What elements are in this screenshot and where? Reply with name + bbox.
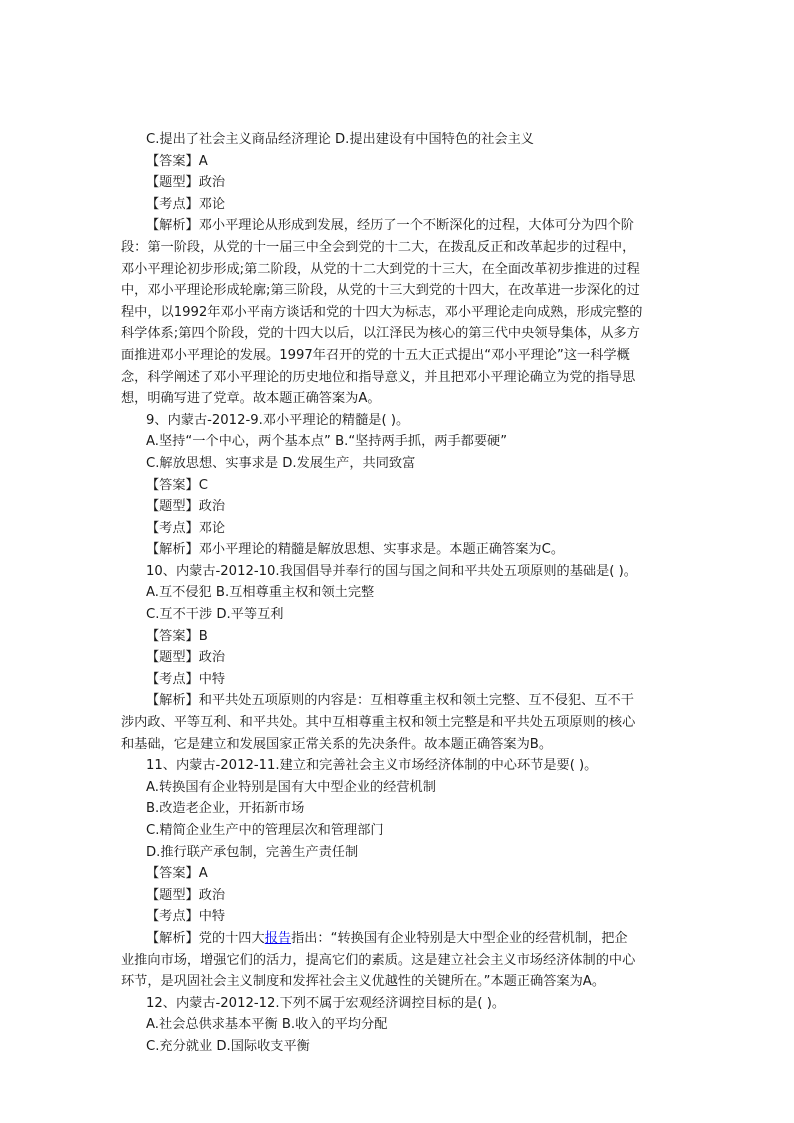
answer-line: 【答案】C	[146, 477, 208, 493]
paragraph-line: 念，科学阐述了邓小平理论的历史地位和指导意义，并且把邓小平理论确立为党的指导思	[121, 369, 636, 385]
paragraph-line: 邓小平理论初步形成;第二阶段，从党的十二大到党的十三大，在全面改革初步推进的过程	[121, 261, 640, 277]
question-11: 11、内蒙古-2012-11.建立和完善社会主义市场经济体制的中心环节是要( )。	[146, 758, 598, 774]
paragraph-line: 涉内政、平等互利、和平共处。其中互相尊重主权和领土完整是和平共处五项原则的核心	[121, 715, 636, 731]
paragraph-line: 段：第一阶段，从党的十一届三中全会到党的十二大，在拨乱反正和改革起步的过程中，	[121, 239, 636, 255]
paragraph-line: 中，邓小平理论形成轮廓;第三阶段，从党的十三大到党的十四大，在改革进一步深化的过	[121, 283, 640, 299]
type-line: 【题型】政治	[146, 175, 226, 191]
option-line: A.转换国有企业特别是国有大中型企业的经营机制	[146, 779, 436, 795]
paragraph-line: 想，明确写进了党章。故本题正确答案为A。	[121, 391, 381, 407]
paragraph-line	[121, 928, 673, 950]
paragraph-line: 【解析】邓小平理论从形成到发展，经历了一个不断深化的过程，大体可分为四个阶	[146, 218, 634, 234]
analysis-text: 指出：“转换国有企业特别是大中型企业的经营机制，把企	[291, 930, 628, 946]
answer-line: 【答案】A	[146, 866, 208, 882]
paragraph-line: 程中，以1992年邓小平南方谈话和党的十四大为标志，邓小平理论走向成熟，形成完整的	[121, 304, 643, 320]
option-line: B.改造老企业，开拓新市场	[146, 801, 305, 817]
option-line: C.解放思想、实事求是 D.发展生产，共同致富	[146, 455, 416, 471]
analysis-line: 【解析】邓小平理论的精髓是解放思想、实事求是。本题正确答案为C。	[146, 542, 565, 558]
type-line: 【题型】政治	[146, 650, 226, 666]
option-line: A.互不侵犯 B.互相尊重主权和领土完整	[146, 585, 375, 601]
answer-line: 【答案】B	[146, 628, 208, 644]
option-line: C.充分就业 D.国际收支平衡	[146, 1038, 310, 1054]
analysis-paragraph	[121, 928, 673, 993]
option-line: A.坚持“一个中心，两个基本点” B.“坚持两手抓，两手都要硬”	[146, 434, 508, 450]
topic-line: 【考点】邓论	[146, 196, 226, 212]
option-line: C.提出了社会主义商品经济理论 D.提出建设有中国特色的社会主义	[146, 132, 534, 147]
topic-line: 【考点】邓论	[146, 520, 226, 536]
topic-line: 【考点】中特	[146, 909, 226, 925]
option-line: A.社会总供求基本平衡 B.收入的平均分配	[146, 1017, 388, 1033]
analysis-text: 【解析】党的十四大	[146, 930, 265, 946]
question-9: 9、内蒙古-2012-9.邓小平理论的精髓是( )。	[146, 412, 410, 428]
question-10: 10、内蒙古-2012-10.我国倡导并奉行的国与国之间和平共处五项原则的基础是( )。	[146, 563, 637, 579]
report-link[interactable]: 报告	[264, 930, 292, 946]
paragraph-line: 和基础，它是建立和发展国家正常关系的先决条件。故本题正确答案为B。	[121, 736, 553, 752]
analysis-paragraph	[121, 215, 673, 409]
paragraph-line: 面推进邓小平理论的发展。1997年召开的党的十五大正式提出“邓小平理论”这一科学概	[121, 347, 630, 363]
type-line: 【题型】政治	[146, 499, 226, 515]
type-line: 【题型】政治	[146, 887, 226, 903]
paragraph-line: 业推向市场，增强它们的活力，提高它们的素质。这是建立社会主义市场经济体制的中心	[121, 952, 636, 968]
analysis-paragraph	[121, 690, 673, 755]
topic-line: 【考点】中特	[146, 671, 226, 687]
option-line: D.推行联产承包制，完善生产责任制	[146, 844, 359, 860]
paragraph-line: 环节，是巩固社会主义制度和发挥社会主义优越性的关键所在。”本题正确答案为A。	[121, 974, 606, 990]
paragraph-line: 【解析】和平共处五项原则的内容是：互相尊重主权和领土完整、互不侵犯、互不干	[146, 693, 634, 709]
option-line: C.精简企业生产中的管理层次和管理部门	[146, 823, 384, 838]
paragraph-line: 科学体系;第四个阶段，党的十四大以后，以江泽民为核心的第三代中央领导集体，从多方	[121, 326, 640, 342]
document-body	[121, 129, 673, 1058]
answer-line: 【答案】A	[146, 153, 208, 169]
option-line: C.互不干涉 D.平等互利	[146, 607, 284, 623]
question-12: 12、内蒙古-2012-12.下列不属于宏观经济调控目标的是( )。	[146, 995, 506, 1011]
